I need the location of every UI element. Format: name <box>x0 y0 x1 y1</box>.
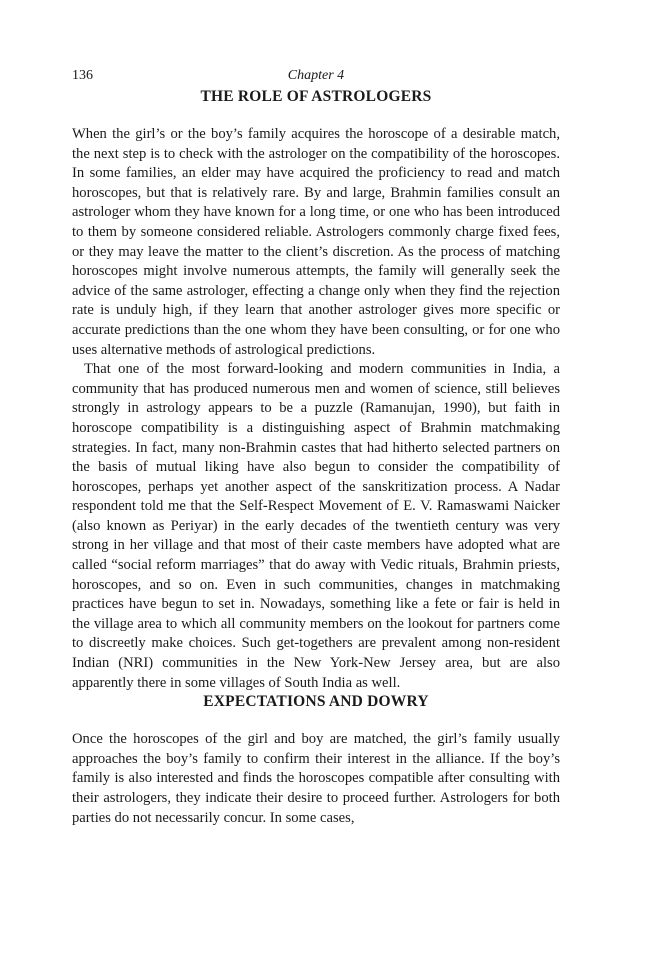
chapter-label: Chapter 4 <box>287 68 345 83</box>
section-heading-expectations-and-dowry: EXPECTATIONS AND DOWRY <box>203 693 429 711</box>
book-page <box>72 68 560 828</box>
paragraph: That one of the most forward-looking and modern communities in India, a community that has produced numerous men and women of science, still believes strongly in astrology appears to be a puzzle (Ramanujan, 1990), but faith in horoscope compatibility is a distinguishing aspect of Brahmin matchmaking strategies. In fact, many non-Brahmin castes that had hitherto selected partners on the basis of mutual liking have also begun to consider the compatibility of horoscopes, perhaps yet another aspect of the sanskritization process. A Nadar respondent told me that the Self-Respect Movement of E. V. Ramaswami Naicker (also known as Periyar) in the early decades of the twentieth century was very strong in her village and that most of their caste members have adopted what are called “social reform marriages” that do away with Vedic rituals, Brahmin priests, horoscopes, and so on. Even in such communities, changes in matchmaking practices have begun to set in. Nowadays, something like a fete or fair is held in the village area to which all community members on the lookout for partners come to discreetly make choices. Such get-togethers are prevalent among non-resident Indian (NRI) communities in the New York-New Jersey area, but are also apparently there in some villages of South India as well. <box>72 361 560 691</box>
section-body-expectations-and-dowry <box>72 730 560 828</box>
page-number: 136 <box>72 68 93 83</box>
section-body-role-of-astrologers <box>72 125 560 693</box>
running-head <box>72 68 560 88</box>
paragraph: When the girl’s or the boy’s family acquires the horoscope of a desirable match, the next step is to check with the astrologer on the compatibility of the horoscopes. In some families, an elder may have acquired the proficiency to read and match horoscopes, but that is relatively rare. By and large, Brahmin families consult an astrologer whom they have known for a long time, or one who has been introduced to them by someone considered reliable. Astrologers commonly charge fixed fees, or they may leave the matter to the client’s discretion. As the process of matching horoscopes might involve numerous attempts, the family will generally seek the advice of the same astrologer, effecting a change only when they find the rejection rate is unduly high, if they learn that another astrologer gives more specific or accurate predictions than the one whom they have been consulting, or for one who uses alternative methods of astrological predictions. <box>72 126 560 358</box>
paragraph: Once the horoscopes of the girl and boy are matched, the girl’s family usually approaches the boy’s family to confirm their interest in the alliance. If the boy’s family is also interested and finds the horoscopes compatible after consulting with their astrologers, they indicate their desire to proceed further. Astrologers for both parties do not necessarily concur. In some cases, <box>72 731 560 826</box>
section-heading-role-of-astrologers: THE ROLE OF ASTROLOGERS <box>200 88 432 105</box>
